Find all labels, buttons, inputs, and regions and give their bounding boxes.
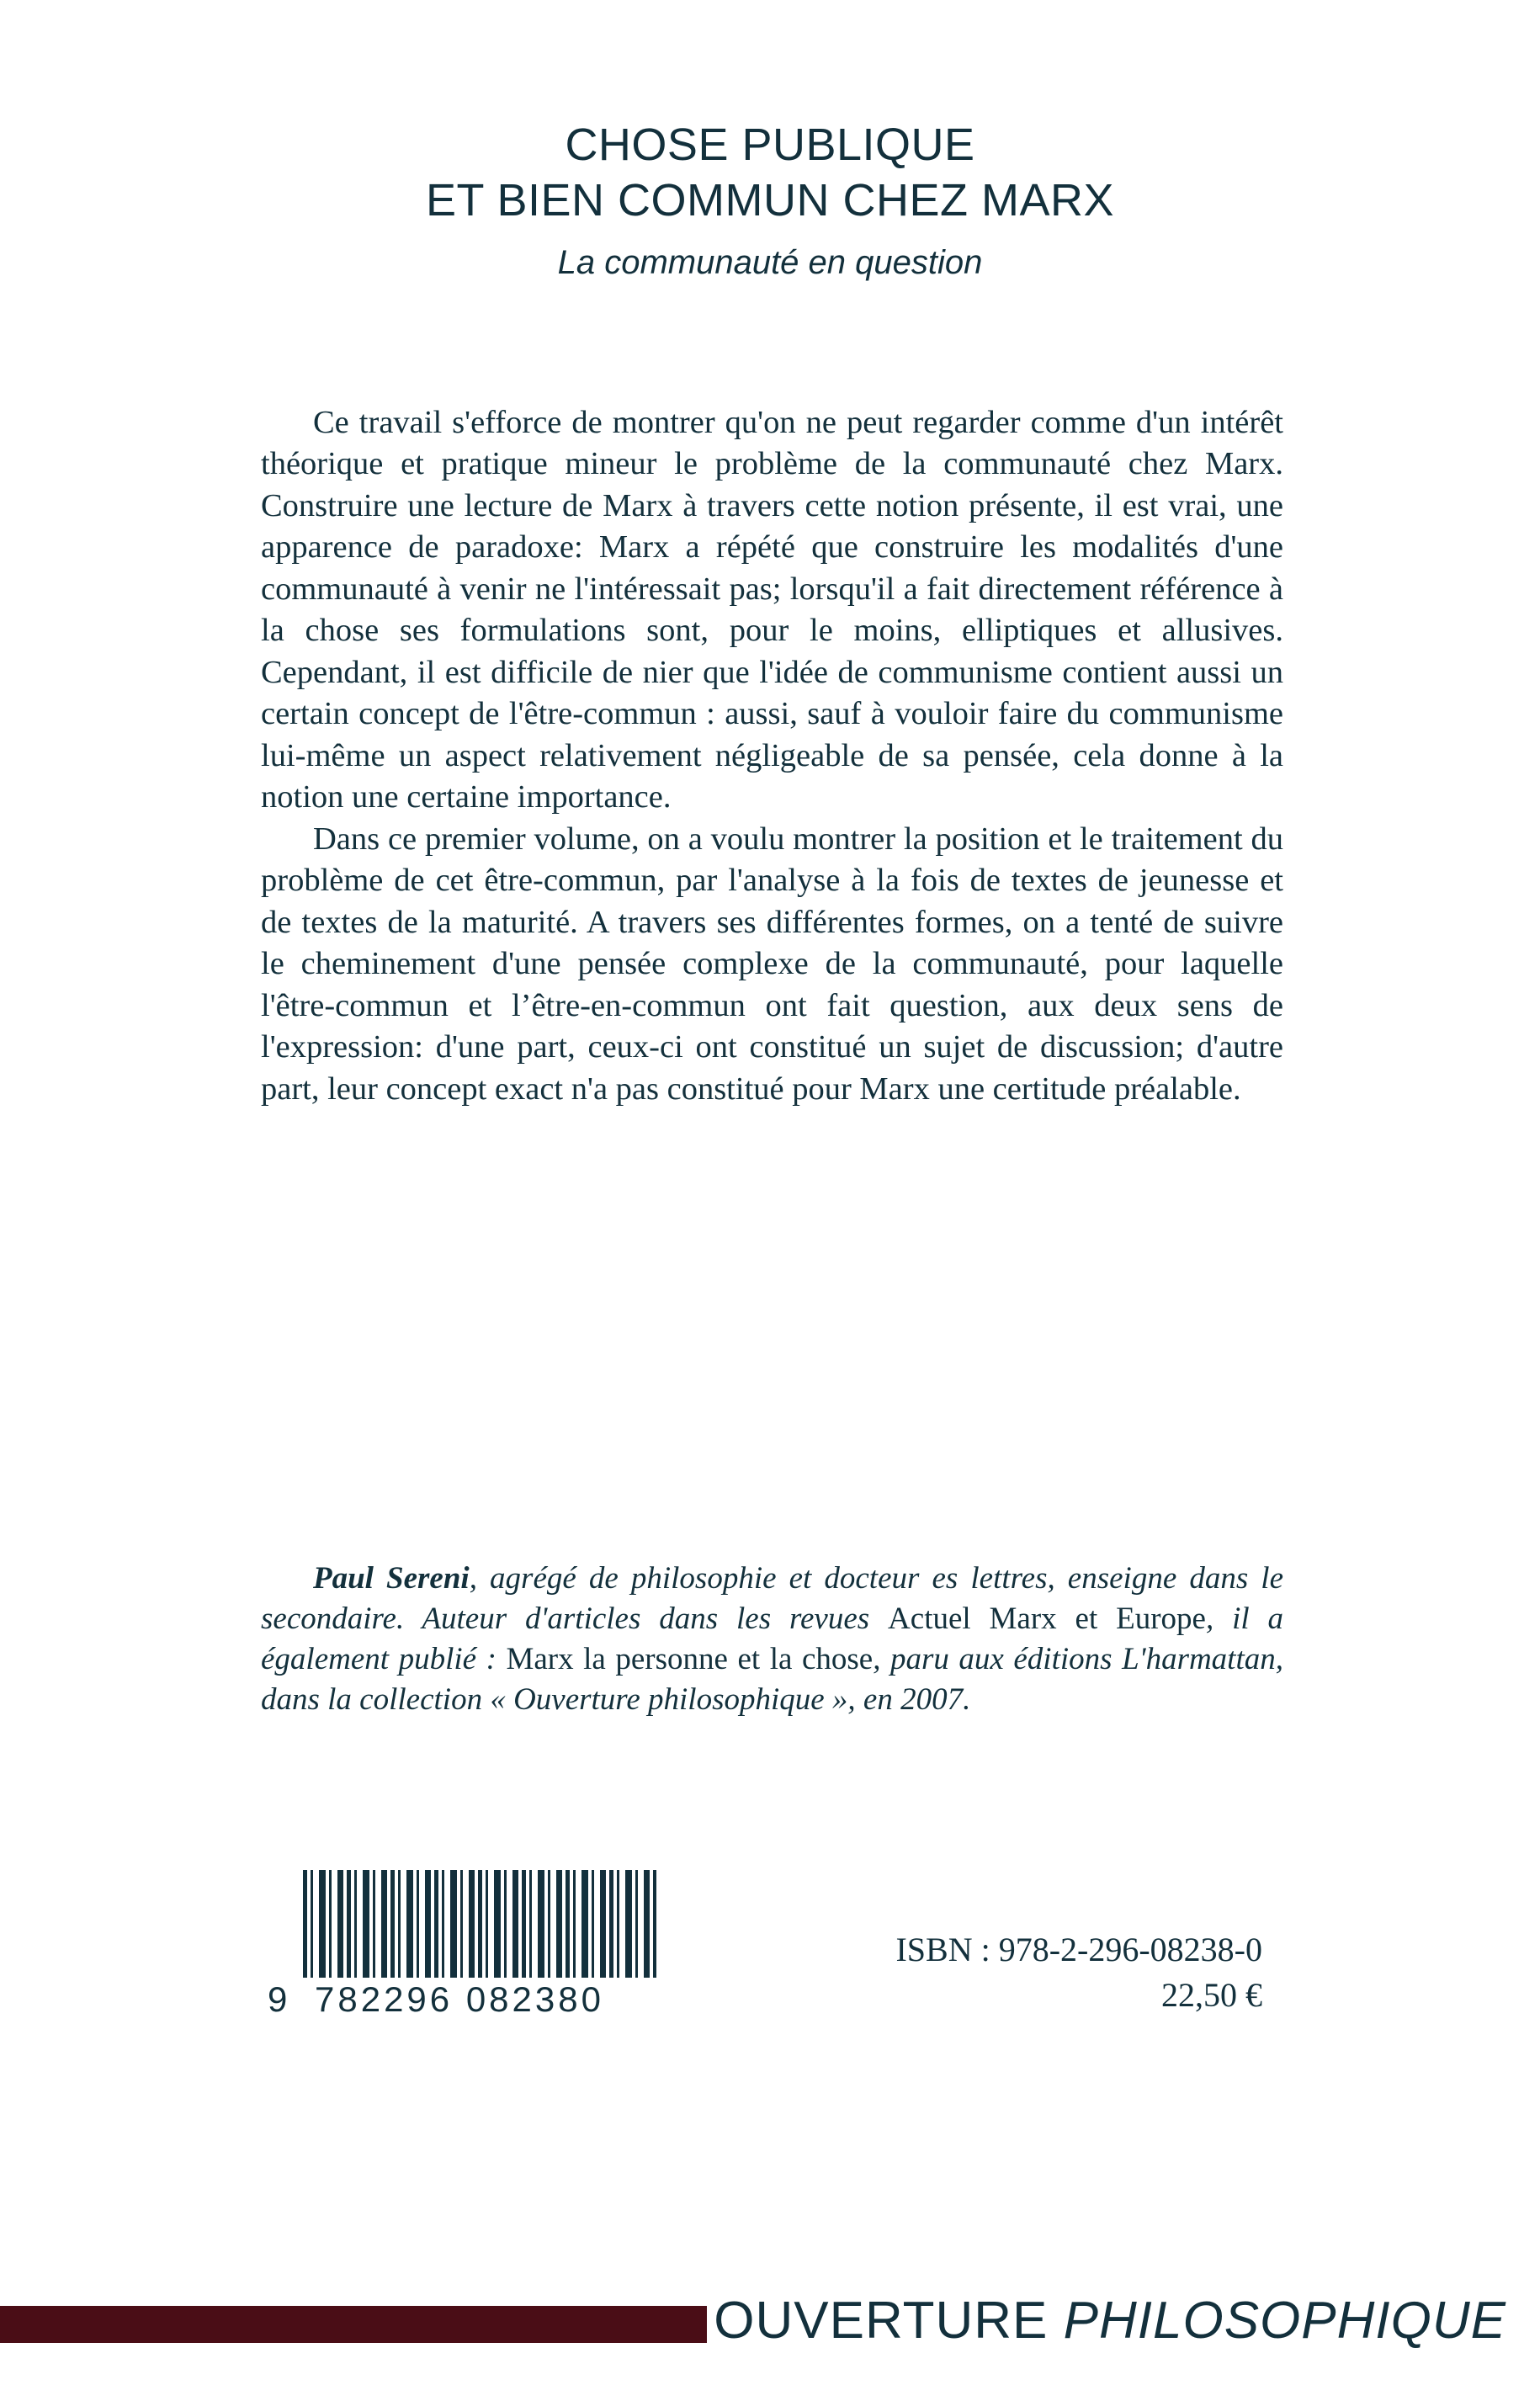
collection-word-1: OUVERTURE <box>714 2292 1064 2350</box>
footer-color-bar <box>0 2306 707 2343</box>
isbn-label: ISBN : 978-2-296-08238-0 <box>895 1931 1262 1968</box>
blurb-paragraph-1: Ce travail s'efforce de montrer qu'on ne peut regarder comme d'un intérêt théorique et pratique mineur le problème de la communauté chez Marx. Construire une lecture de Marx à travers cette notion présente, il est vrai, une apparence de paradoxe: Marx a répété que construire les modalités d'une communauté à venir ne l'intéressait pas; lorsqu'il a fait directement référence à la chose ses formulations sont, pour le moins, elliptiques et allusives. Cependant, il est difficile de nier que l'idée de communisme contient aussi un certain concept de l'être-commun : aussi, sauf à vouloir faire du communisme lui-même un aspect relativement négligeable de sa pensée, cela donne à la notion une certaine importance. <box>261 405 1283 815</box>
barcode-lead-digit: 9 <box>268 1979 291 2019</box>
book-title-line-1: CHOSE PUBLIQUE <box>565 120 975 170</box>
author-bio-part-2: , il a également publié : <box>261 1602 1284 1677</box>
author-bio-part-1: , agrégé de philosophie et docteur es lettres, enseigne dans le secondaire. Auteur d'articles dans les revues <box>261 1561 1284 1637</box>
title-block <box>0 118 1540 282</box>
footer <box>0 2276 1540 2385</box>
barcode-area <box>268 1870 663 2023</box>
author-bio-part-3: , paru aux éditions L'harmattan, dans la collection « Ouverture philosophique », en 2007. <box>261 1642 1283 1718</box>
price-label: 22,50 € <box>1161 1976 1262 2014</box>
collection-word-2: PHILOSOPHIQUE <box>1063 2292 1506 2350</box>
blurb-paragraph-2: Dans ce premier volume, on a voulu montrer la position et le traitement du problème de cet être-commun, par l'analyse à la fois de textes de jeunesse et de textes de la maturité. A travers ses différentes formes, on a tenté de suivre le cheminement d'une pensée complexe de la communauté, pour laquelle l'être-commun et l’être-en-commun ont fait question, aux deux sens de l'expression: d'une part, ceux-ci ont constitué un sujet de discussion; d'autre part, leur concept exact n'a pas constitué pour Marx une certitude préalable. <box>261 821 1283 1107</box>
author-previous-work-title: Marx la personne et la chose <box>506 1642 874 1677</box>
back-cover-blurb <box>261 402 1283 1110</box>
book-subtitle: La communauté en question <box>557 243 983 281</box>
author-name: Paul Sereni <box>313 1561 470 1596</box>
barcode-main-digits: 782296 082380 <box>315 1979 604 2019</box>
author-biography <box>261 1559 1283 1720</box>
ean13-barcode <box>303 1870 656 1978</box>
author-journals: Actuel Marx et Europe <box>888 1602 1206 1637</box>
isbn-block <box>757 1927 1262 2018</box>
book-title-line-2: ET BIEN COMMUN CHEZ MARX <box>425 174 1115 226</box>
collection-name <box>714 2291 1506 2350</box>
barcode-digits <box>268 1979 663 2023</box>
